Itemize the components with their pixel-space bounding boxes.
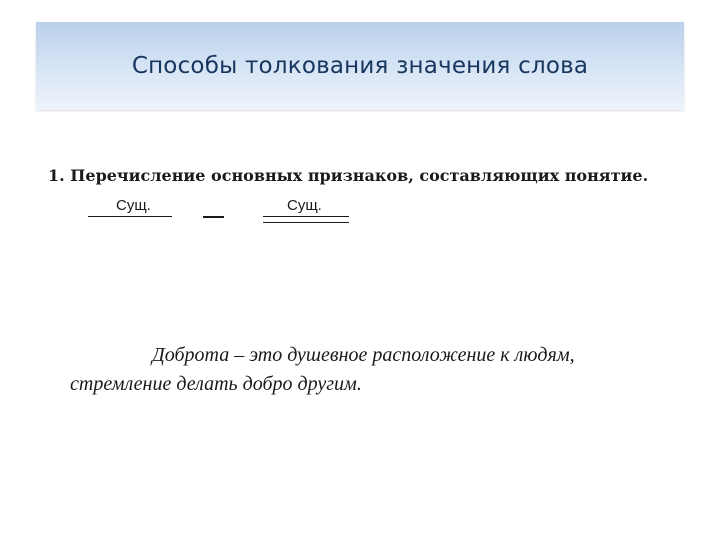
scheme-right-underline-bottom (263, 222, 349, 223)
point-heading: 1. Перечисление основных признаков, составляющих понятие. (48, 166, 649, 185)
definition-line-2: стремление делать добро другим. (70, 373, 362, 395)
slide-title: Способы толкования значения слова (131, 53, 589, 79)
scheme-left-label: Сущ. (116, 197, 151, 214)
scheme-right-underline-top (263, 216, 349, 217)
definition-text (70, 341, 690, 399)
scheme-left-underline (88, 216, 172, 217)
title-banner (36, 22, 684, 110)
definition-line-1: Доброта – это душевное расположение к людям, (152, 344, 575, 366)
scheme-right-label: Сущ. (287, 197, 322, 214)
scheme-dash (203, 216, 224, 218)
